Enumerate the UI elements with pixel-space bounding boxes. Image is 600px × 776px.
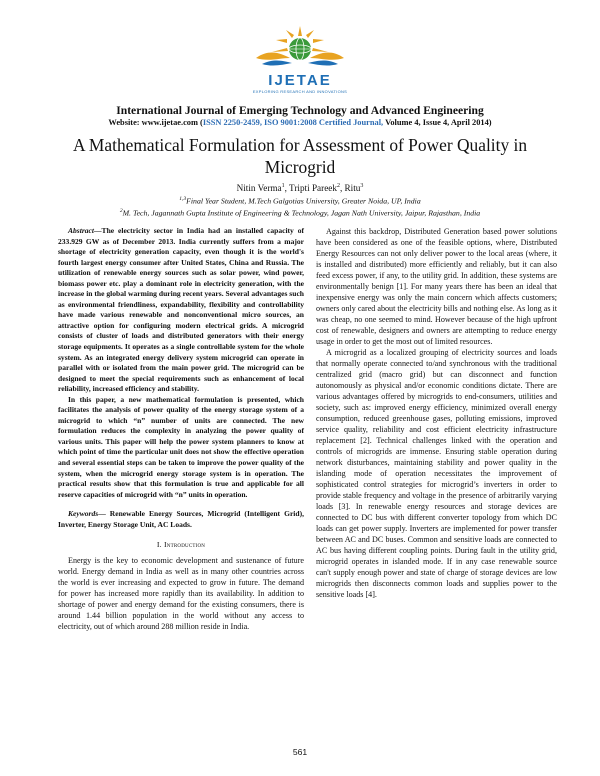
abstract-paragraph-1 xyxy=(58,226,304,395)
journal-name: International Journal of Emerging Technology and Advanced Engineering xyxy=(116,104,484,117)
website-issn: ISSN 2250-2459, ISO 9001:2008 Certified Journal, xyxy=(202,118,384,127)
section-heading-introduction: I. Introduction xyxy=(156,540,206,550)
author-3: Ritu xyxy=(344,183,361,194)
journal-logo xyxy=(252,22,348,98)
author-1-sup: 1 xyxy=(281,183,285,189)
website-prefix: Website: www.ijetae.com ( xyxy=(108,118,203,127)
logo-emblem-icon xyxy=(252,22,348,74)
keywords-label: Keywords xyxy=(68,509,99,519)
logo-wordmark: IJETAE xyxy=(268,72,332,89)
abstract-paragraph-2: In this paper, a new mathematical formulation is presented, which facilitates the analysis of power quality of the energy storage system of a microgrid to which “n” number of units are connected. The new formulation reduces the complexity in analyzing the power quality of various units. This paper will help the power system planners to know at which point of time the particular unit does not show the effective operation and several essential steps can be taken to improve the power quality of the system, when the microgrid energy storage system is in operation. The practical results show that this formulation is true and applicable for all reserve capacities of microgrid with “n” units in operation. xyxy=(58,394,304,499)
author-2: Tripti Pareek xyxy=(289,183,337,194)
author-3-sup: 3 xyxy=(360,183,364,189)
author-2-sup: 2 xyxy=(336,183,340,189)
affiliation-1-text: Final Year Student, M.Tech Galgotias University, Greater Noida, UP, India xyxy=(186,196,421,206)
right-column xyxy=(316,226,557,600)
abstract-text-1: —The electricity sector in India had an installed capacity of 233.929 GW as of December 2013. India currently suffers from a major shortage of electricity generation capacity, even though it is the world's fourth largest energy consumer after United States, China and Russia. The utilization of renewable energy sources such as solar power, wind power, biomass power etc. play a dominant role in electricity generation, with the increase in the global warming during recent years. Several advantages such as environmental friendliness, expandability, flexibility and controllability have made various renewable and nonconventional micro sources, an attractive option for configuring modern electrical grids. A microgrid consists of cluster of loads and distributed generators with their energy storage equipments. It operates as a single controllable system for the whole system. As an integrated energy delivery system microgrid can operate in parallel with or isolated from the main power grid. The microgrid can be designed to meet the special requirements such as enhancement of local reliability, increased efficiency and stability. xyxy=(58,226,304,394)
website-suffix: Volume 4, Issue 4, April 2014) xyxy=(383,118,492,127)
journal-website-line xyxy=(0,118,600,127)
paper-title: A Mathematical Formulation for Assessment of Power Quality in Microgrid xyxy=(72,135,528,177)
affiliation-2-text: M. Tech, Jagannath Gupta Institute of Engineering & Technology, Jagan Nath University, Jaipur, Rajasthan, India xyxy=(122,208,481,218)
abstract-label: Abstract xyxy=(68,226,94,235)
affiliation-2-sup: 2 xyxy=(119,208,123,214)
affiliation-1-sup: 1,3 xyxy=(179,196,187,202)
author-list: Nitin Verma$^1$, Tripti Pareek$^2$, Ritu$^3$ xyxy=(236,183,364,194)
affiliation-1 xyxy=(0,196,600,206)
author-1: Nitin Verma xyxy=(236,183,282,194)
logo-tagline: EXPLORING RESEARCH AND INNOVATIONS xyxy=(252,89,348,94)
keywords-text: — Renewable Energy Sources, Microgrid (Intelligent Grid), Inverter, Energy Storage Unit, AC Loads. xyxy=(58,509,304,529)
affiliation-2 xyxy=(0,208,600,218)
right-paragraph-1: Against this backdrop, Distributed Generation based power solutions have been considered as one of the feasible options, where, Distributed Energy Resources can not only deliver power to the local areas (where, it is installed and distributed) more efficiently and reliably, but it can also feed excess power, if any, to the utility grid. In addition, these systems are environmentally benign [1]. For many years there has been an ideal that inexpensive energy was only the main concern which affects customers; owners only cared about the electricity bills and nothing else. As long as it was cheap, no one seemed to mind. However because of the high upfront cost of renewable, designers and owners are attempting to reduce energy usage in order to get the most out of limited resources. xyxy=(316,227,557,346)
right-paragraph-2: A microgrid as a localized grouping of electricity sources and loads that normally operate connected to/and synchronous with the traditional centralized grid (macro grid) but can disconnect and function autonomously as physical and/or economic conditions dictate. There are various advantages offered by microgrids to end-consumers, utilities and society, such as: improved energy efficiency, minimized overall energy consumption, reduced greenhouse gases, polluting emissions, improved service quality, reliability and cost efficient electricity infrastructure replacement [2]. Technical challenges linked with the operation and controls of microgrids are immense. Ensuring stable operation during network disturbances, maintaining stability and power quality in the islanding mode of operation necessitates the improvement of sophisticated control strategies for microgrid’s inverters in order to provide stable frequency and voltage in the presence of arbitrarily varying loads [3]. In renewable energy resources and storage devices are connected to DC bus with different converter topology from which DC loads can get power supply. Inverters are implemented for power transfer between AC and DC buses. Common and sensitive loads are connected to AC bus having different coupling points. During fault in the utility grid, microgrid operates in islanded mode. If in any case renewable source can't supply enough power and state of charge of storage devices are low microgrids then disconnects common loads and supplies power to the sensitive loads [4]. xyxy=(316,348,557,599)
introduction-paragraph-1: Energy is the key to economic development and sustenance of future world. Energy demand in India as well as in many other countries across the world is ever increasing and expected to grow in future. The demand for power has increased more rapidly than its availability. In addition to shortage of power and energy demand for the existing consumers, there is around 1.44 billion population in the world without any access to electricity, out of which around 288 million reside in India. xyxy=(58,555,304,631)
keywords xyxy=(58,509,304,530)
page-number: 561 xyxy=(292,747,308,757)
left-column xyxy=(58,226,304,632)
